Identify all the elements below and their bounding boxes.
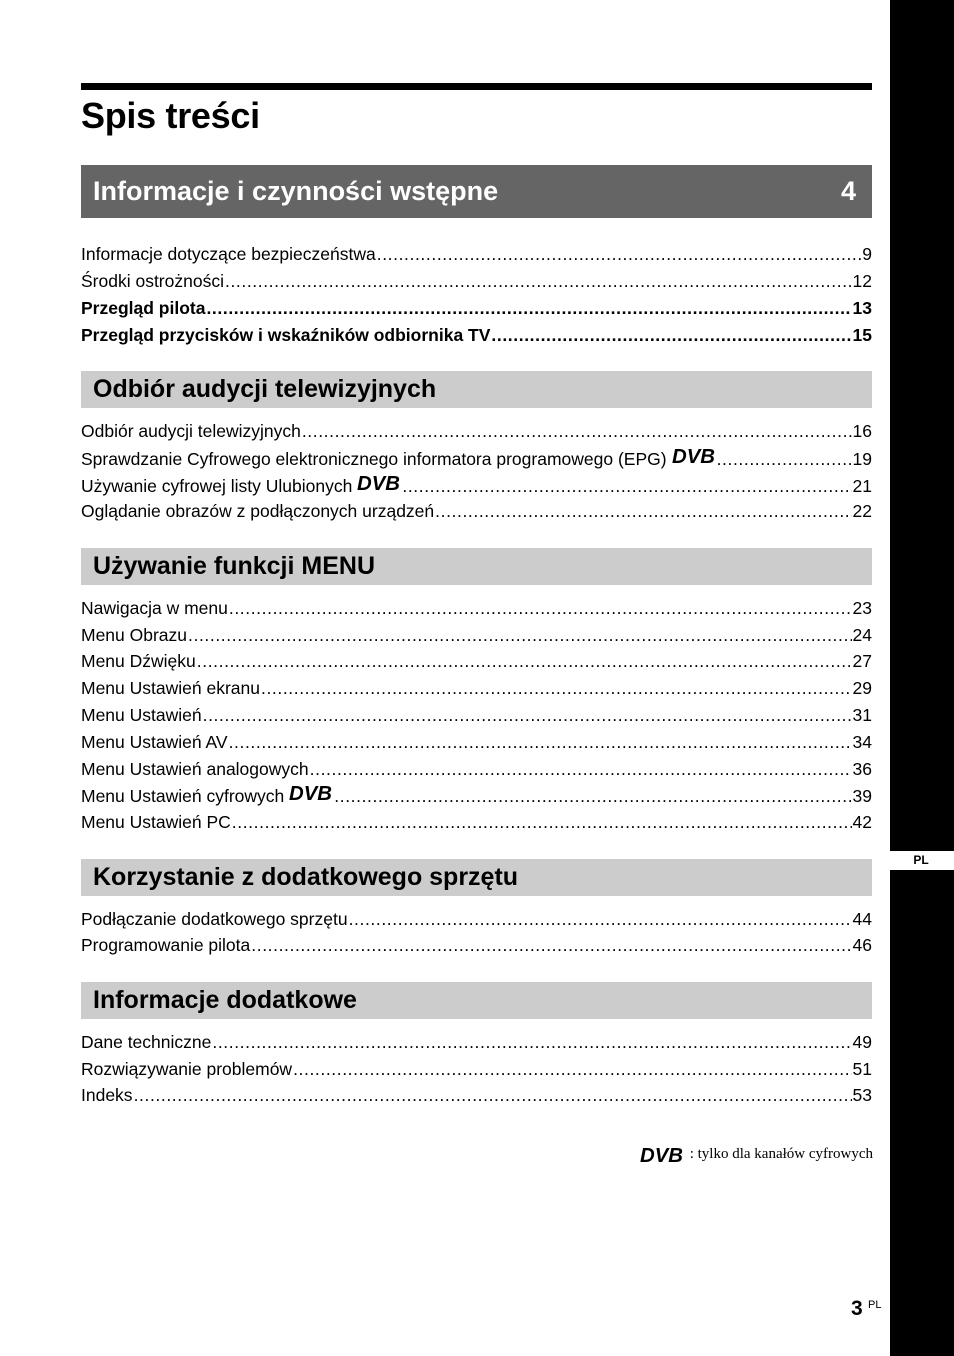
toc-label: Sprawdzanie Cyfrowego elektronicznego informatora programowego (EPG) [81, 449, 667, 469]
side-tab [890, 0, 954, 1356]
dot-leader [377, 241, 862, 268]
toc-page: 51 [852, 1059, 872, 1079]
section-title: Korzystanie z dodatkowego sprzętu [93, 863, 519, 891]
toc-entry-remote-overview[interactable] [81, 295, 872, 322]
toc-page: 24 [852, 625, 872, 645]
dot-leader [402, 473, 851, 500]
dot-leader [212, 1029, 851, 1056]
toc-entry-digital-settings-menu[interactable] [81, 782, 872, 809]
toc-label: Informacje dotyczące bezpieczeństwa [81, 244, 376, 264]
section-header-additional-info [81, 982, 872, 1019]
dvb-logo-icon [357, 472, 401, 492]
dvb-logo-icon [672, 445, 716, 465]
dot-leader [229, 729, 852, 756]
toc-page: 31 [852, 705, 872, 725]
dvb-logo-icon [289, 782, 333, 802]
toc-label: Menu Ustawień ekranu [81, 678, 260, 698]
toc-page: 27 [852, 651, 872, 671]
toc-page: 9 [862, 244, 872, 264]
toc-page: 46 [852, 935, 872, 955]
section-title: Odbiór audycji telewizyjnych [93, 375, 437, 403]
dot-leader [435, 498, 851, 525]
toc-entry-troubleshooting[interactable] [81, 1056, 872, 1083]
language-tab: PL [888, 851, 954, 870]
section-header-additional-equipment [81, 859, 872, 896]
toc-label: Odbiór audycji telewizyjnych [81, 421, 301, 441]
dot-leader [203, 702, 852, 729]
toc-page: 39 [852, 786, 872, 806]
top-rule [81, 83, 872, 90]
dot-leader [310, 756, 852, 783]
section-header-watching-tv [81, 371, 872, 408]
toc-label: Środki ostrożności [81, 271, 224, 291]
dot-leader [206, 295, 851, 322]
toc-entry-specifications[interactable] [81, 1029, 872, 1056]
toc-entry-favourites[interactable] [81, 472, 872, 499]
section-header-intro [81, 165, 872, 218]
dot-leader [197, 648, 852, 675]
toc-entry-pc-settings-menu[interactable] [81, 809, 872, 836]
section-title: Używanie funkcji MENU [93, 552, 375, 580]
toc-label: Nawigacja w menu [81, 598, 228, 618]
toc-label: Rozwiązywanie problemów [81, 1059, 293, 1079]
toc-entry-remote-programming[interactable] [81, 932, 872, 959]
toc-page: 13 [852, 298, 872, 318]
toc-label: Menu Obrazu [81, 625, 188, 645]
dot-leader [302, 418, 852, 445]
toc-label: Podłączanie dodatkowego sprzętu [81, 909, 348, 929]
dot-leader [188, 622, 852, 649]
dot-leader [491, 322, 851, 349]
toc-label: Programowanie pilota [81, 935, 251, 955]
svg-text:DVB: DVB [289, 783, 333, 802]
toc-entry-connected-devices[interactable] [81, 498, 872, 525]
toc-page: 34 [852, 732, 872, 752]
page-language-code: PL [868, 1299, 882, 1311]
toc-label: Menu Ustawień analogowych [81, 759, 309, 779]
toc-entry-safety[interactable] [81, 241, 872, 268]
toc-entry-sound-menu[interactable] [81, 648, 872, 675]
footnote-text: : tylko dla kanałów cyfrowych [689, 1145, 873, 1162]
toc-entry-index[interactable] [81, 1082, 872, 1109]
svg-text:DVB: DVB [639, 1145, 683, 1164]
toc-entry-av-settings-menu[interactable] [81, 729, 872, 756]
dvb-footnote [640, 1142, 873, 1166]
dot-leader [334, 783, 851, 810]
section-title: Informacje i czynności wstępne [93, 176, 499, 206]
dvb-logo-icon [640, 1144, 684, 1164]
toc-page: 16 [852, 421, 872, 441]
toc-label: Menu Dźwięku [81, 651, 196, 671]
dot-leader [717, 446, 852, 473]
toc-entry-tv-buttons-overview[interactable] [81, 322, 872, 349]
toc-label: Przegląd pilota [81, 298, 206, 318]
toc-label: Menu Ustawień PC [81, 812, 231, 832]
toc-page: 19 [852, 449, 872, 469]
toc-label: Menu Ustawień AV [81, 732, 228, 752]
toc-entry-settings-menu[interactable] [81, 702, 872, 729]
dot-leader [134, 1082, 852, 1109]
toc-entry-connecting-equipment[interactable] [81, 906, 872, 933]
toc-page: 44 [852, 909, 872, 929]
dot-leader [293, 1056, 851, 1083]
section-page-number: 4 [840, 176, 856, 206]
toc-page: 22 [852, 501, 872, 521]
toc-page: 49 [852, 1032, 872, 1052]
toc-entry-picture-menu[interactable] [81, 622, 872, 649]
dot-leader [349, 906, 852, 933]
toc-label: Menu Ustawień cyfrowych [81, 786, 285, 806]
toc-page: 29 [852, 678, 872, 698]
dot-leader [229, 595, 852, 622]
dot-leader [232, 809, 852, 836]
toc-page: 23 [852, 598, 872, 618]
toc-label: Menu Ustawień [81, 705, 202, 725]
toc-label: Dane techniczne [81, 1032, 212, 1052]
dot-leader [225, 268, 852, 295]
toc-label: Indeks [81, 1085, 133, 1105]
toc-entry-precautions[interactable] [81, 268, 872, 295]
dot-leader [261, 675, 852, 702]
toc-entry-watching-tv[interactable] [81, 418, 872, 445]
toc-label: Oglądanie obrazów z podłączonych urządzeń [81, 501, 435, 521]
toc-entry-menu-navigation[interactable] [81, 595, 872, 622]
toc-page: 15 [852, 325, 872, 345]
svg-text:DVB: DVB [357, 473, 401, 492]
toc-page: 36 [852, 759, 872, 779]
page-title: Spis treści [81, 95, 260, 136]
page-number: 3 [851, 1297, 863, 1320]
dot-leader [251, 932, 851, 959]
toc-page: 21 [852, 476, 872, 496]
toc-page: 42 [852, 812, 872, 832]
section-title: Informacje dodatkowe [93, 986, 357, 1014]
toc-page: 53 [852, 1085, 872, 1105]
toc-entry-analog-settings-menu[interactable] [81, 756, 872, 783]
toc-label: Używanie cyfrowej listy Ulubionych [81, 476, 353, 496]
toc-entry-screen-settings-menu[interactable] [81, 675, 872, 702]
toc-page: 12 [852, 271, 872, 291]
toc-entry-epg[interactable] [81, 445, 872, 472]
toc-label: Przegląd przycisków i wskaźników odbiornika TV [81, 325, 491, 345]
svg-text:DVB: DVB [671, 446, 715, 465]
section-header-menu [81, 548, 872, 585]
